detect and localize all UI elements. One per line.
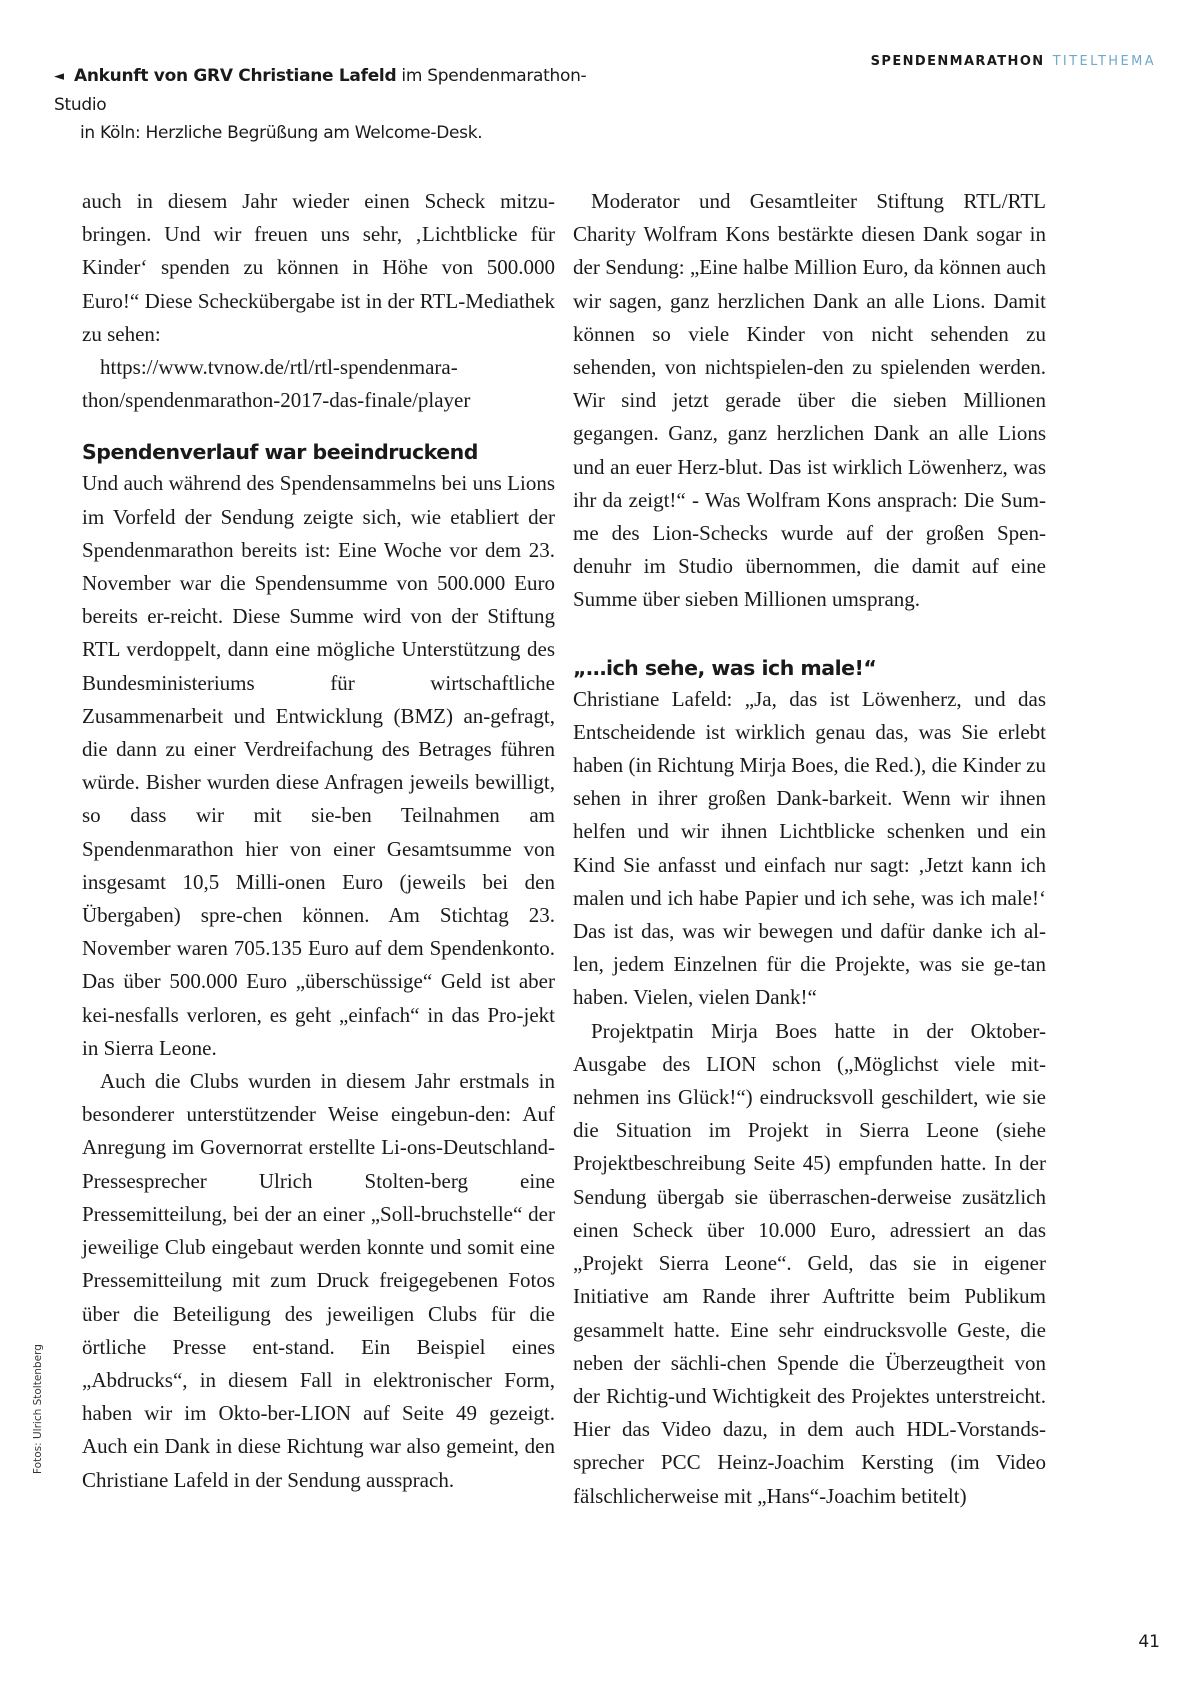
running-head-topic: TITELTHEMA (1052, 54, 1156, 69)
caption-arrow-icon: ◄ (54, 69, 64, 84)
mediathek-url: https://www.tvnow.de/rtl/rtl-spendenmara-thon/spendenmarathon-2017-das-finale/player (82, 355, 471, 413)
section-heading-spendenverlauf: Spendenverlauf war beeindruckend (82, 440, 478, 465)
right-paragraph-2: Christiane Lafeld: „Ja, das ist Löwenherz, und das Entscheidende ist wirklich genau das, was Sie erlebt haben (in Richtung Mirja Boes, die Red.), die Kinder zu sehen in ihrer großen Dank-barkeit. Wenn wir ihnen helfen und wir ihnen Lichtblicke schenken und ein Kind Sie anfasst und einfach nur sagt: ‚Jetzt kann ich malen und ich habe Papier und ich sehe, was ich male!‘ Das ist das, was wir bewegen und dafür danke ich al-len, jedem Einzelnen für die Projekte, was sie ge-tan haben. Vielen, vielen Dank!“ (573, 686, 1046, 1010)
right-column (573, 185, 1046, 1513)
photo-credit: Fotos: Ulrich Stoltenberg (32, 1344, 44, 1474)
page-number: 41 (1138, 1632, 1160, 1652)
left-paragraph-1: auch in diesem Jahr wieder einen Scheck mitzu-bringen. Und wir freuen uns sehr, ‚Lichtblicke für Kinder‘ spenden zu können in Höhe von 500.000 Euro!“ Diese Scheckübergabe ist in der RTL-Mediathek zu sehen: (82, 189, 555, 346)
right-paragraph-3: Projektpatin Mirja Boes hatte in der Oktober-Ausgabe des LION schon („Möglichst viele mit-nehmen ins Glück!“) eindrucksvoll geschildert, wie sie die Situation im Projekt in Sierra Leone (siehe Projektbeschreibung Seite 45) empfunden hatte. In der Sendung übergab sie überraschen-derweise zusätzlich einen Scheck über 10.000 Euro, adressiert an das „Projekt Sierra Leone“. Geld, das sie in eigener Initiative am Rande ihrer Auftritte beim Publikum gesammelt hatte. Eine sehr eindrucksvolle Geste, die neben der sächli-chen Spende die Überzeugtheit von der Richtig-und Wichtigkeit des Projektes unterstreicht. Hier das Video dazu, in dem auch HDL-Vorstands-sprecher PCC Heinz-Joachim Kersting (im Video fälschlicherweise mit „Hans“-Joachim betitelt) (573, 1018, 1046, 1508)
left-paragraph-3: Auch die Clubs wurden in diesem Jahr erstmals in besonderer unterstützender Weise eingebun-den: Auf Anregung im Governorrat erstellte Li-ons-Deutschland-Pressesprecher Ulrich Stolten-berg eine Pressemitteilung, bei der an einer „Soll-bruchstelle“ der jeweilige Club eingebaut werden konnte und somit eine Pressemitteilung mit zum Druck freigegebenen Fotos über die Beteiligung des jeweiligen Clubs für die örtliche Presse ent-stand. Ein Beispiel eines „Abdrucks“, in diesem Fall in elektronischer Form, haben wir im Okto-ber-LION auf Seite 49 gezeigt. Auch ein Dank in diese Richtung war also gemeint, den Christiane Lafeld in der Sendung aussprach. (82, 1069, 555, 1492)
running-head-section: SPENDENMARATHON (870, 54, 1045, 69)
photo-caption (54, 62, 614, 147)
right-paragraph-1: Moderator und Gesamtleiter Stiftung RTL/RTL Charity Wolfram Kons bestärkte diesen Dank sogar in der Sendung: „Eine halbe Million Euro, da können auch wir sagen, ganz herzlichen Dank an alle Lions. Damit können so viele Kinder von nicht sehenden zu sehenden, von nichtspielen-den zu spielenden werden. Wir sind jetzt gerade über die sieben Millionen gegangen. Ganz, ganz herzlichen Dank an alle Lions und an euer Herz-blut. Das ist wirklich Löwenherz, was ihr da zeigt!“ - Was Wolfram Kons ansprach: Die Sum-me des Lion-Schecks wurde auf der großen Spen-denuhr im Studio übernommen, die damit auf eine Summe über sieben Millionen umsprang. (573, 189, 1046, 612)
caption-bold-text: Ankunft von GRV Christiane Lafeld (74, 66, 397, 86)
caption-text: im Spendenmarathon-Studio (54, 66, 587, 115)
section-heading-ich-sehe: „…ich sehe, was ich male!“ (573, 655, 877, 680)
left-paragraph-2: Und auch während des Spendensammelns bei uns Lions im Vorfeld der Sendung zeigte sich, wie etabliert der Spendenmarathon bereits ist: Eine Woche vor dem 23. November war die Spendensumme von 500.000 Euro bereits er-reicht. Diese Summe wird von der Stiftung RTL verdoppelt, dann eine mögliche Unterstützung des Bundesministeriums für wirtschaftliche Zusammenarbeit und Entwicklung (BMZ) an-gefragt, die dann zu einer Verdreifachung des Betrages führen würde. Bisher wurden diese Anfragen jeweils bewilligt, so dass wir mit sie-ben Teilnahmen am Spendenmarathon hier von einer Gesamtsumme von insgesamt 10,5 Milli-onen Euro (jeweils bei den Übergaben) spre-chen können. Am Stichtag 23. November waren 705.135 Euro auf dem Spendenkonto. Das über 500.000 Euro „überschüssige“ Geld ist aber kei-nesfalls verloren, es geht „einfach“ in das Pro-jekt in Sierra Leone. (82, 471, 555, 1060)
left-column (82, 185, 555, 1497)
running-head (871, 54, 1156, 69)
caption-line2: in Köln: Herzliche Begrüßung am Welcome-Desk. (80, 123, 483, 143)
